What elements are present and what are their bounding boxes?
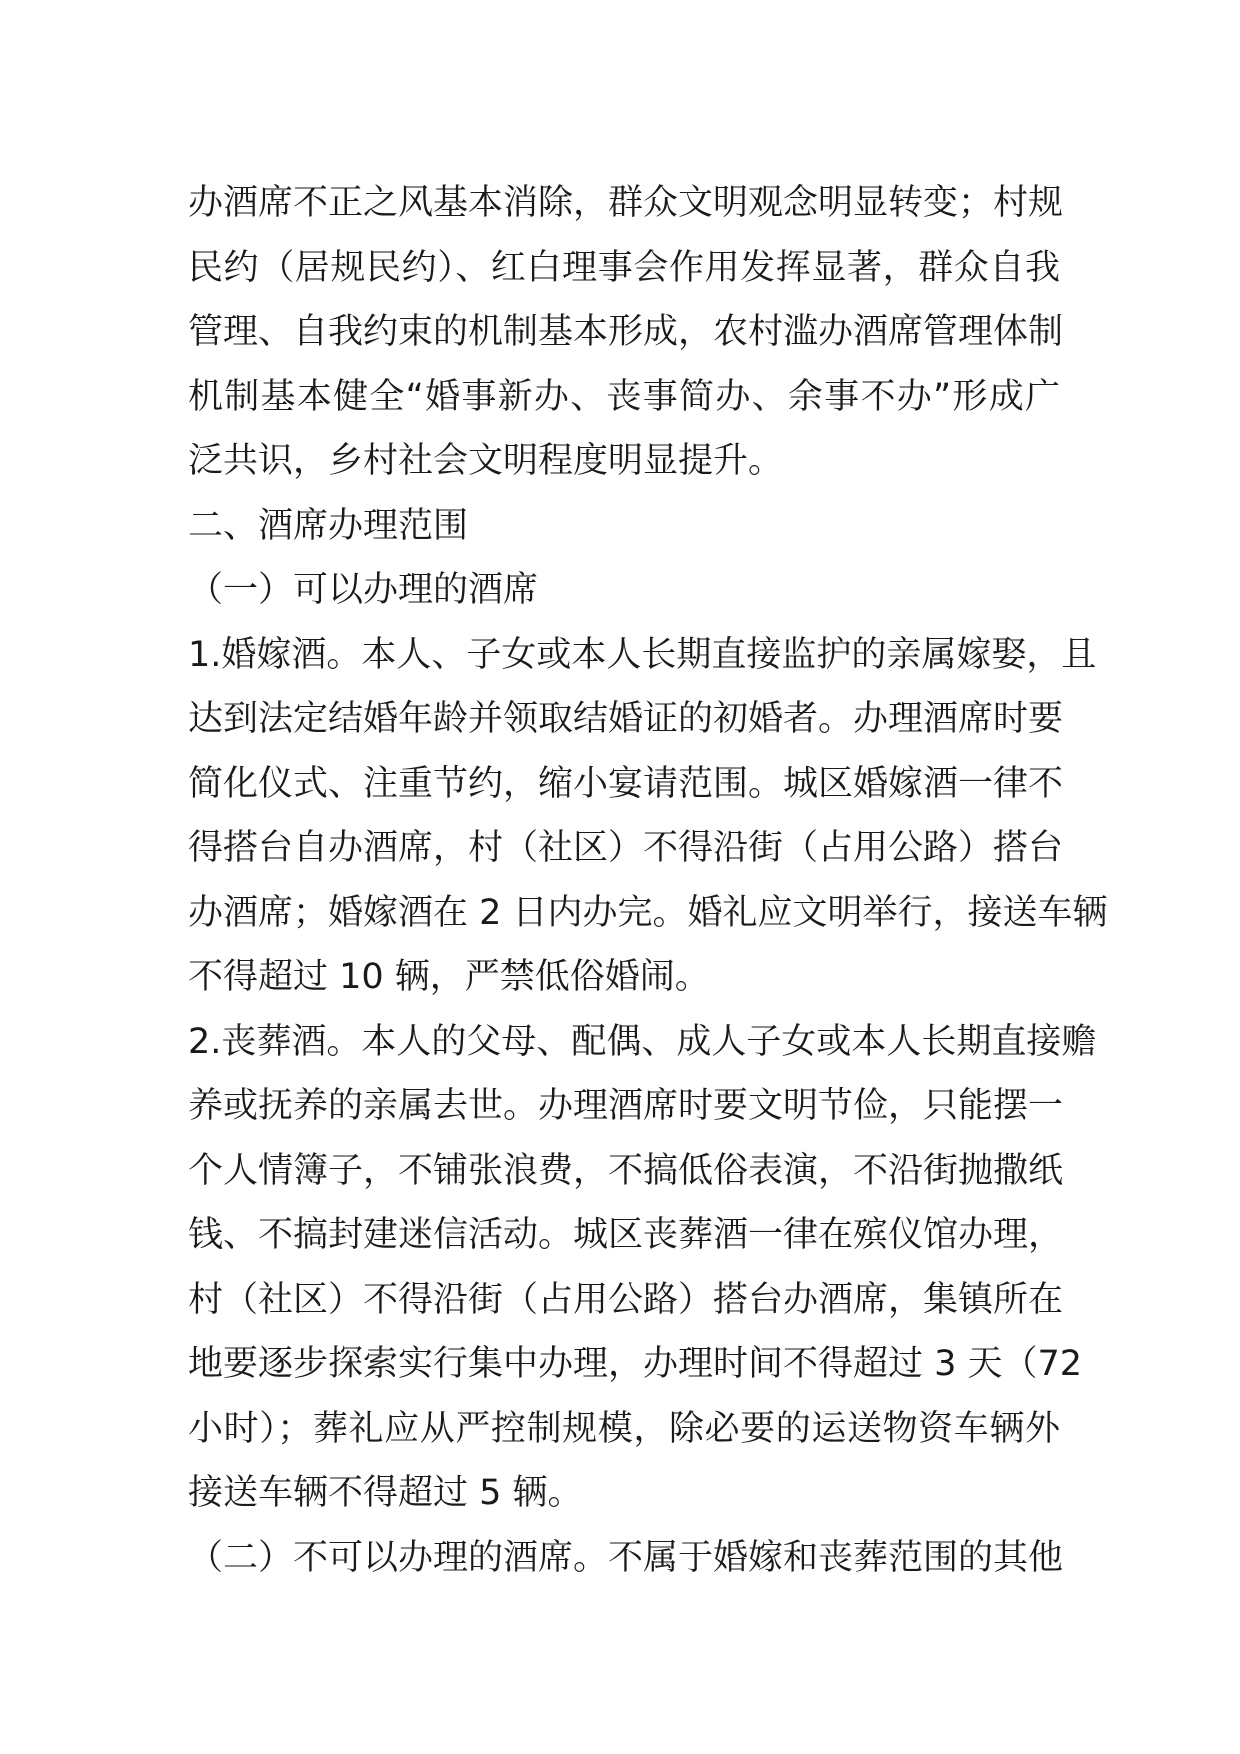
paragraph-line: 接送车辆不得超过 5 辆。 (188, 1473, 583, 1513)
paragraph-line: 得搭台自办酒席，村（社区）不得沿街（占用公路）搭台 (188, 828, 1064, 868)
paragraph-line: 村（社区）不得沿街（占用公路）搭台办酒席，集镇所在 (188, 1279, 1064, 1320)
paragraph-line: 泛共识，乡村社会文明程度明显提升。 (188, 441, 784, 481)
paragraph-line: 个人情簿子，不铺张浪费，不搞低俗表演，不沿街抛撒纸 (188, 1150, 1064, 1191)
section-heading: 二、酒席办理范围 (188, 505, 469, 546)
paragraph-line: 钱、不搞封建迷信活动。城区丧葬酒一律在殡仪馆办理， (188, 1215, 1064, 1255)
paragraph-line: 管理、自我约束的机制基本形成，农村滥办酒席管理体制 (188, 312, 1064, 352)
paragraph-line: 不得超过 10 辆，严禁低俗婚闹。 (188, 957, 710, 997)
paragraph-line: 地要逐步探索实行集中办理，办理时间不得超过 3 天（72 (188, 1344, 1083, 1384)
paragraph-line: 小时）；葬礼应从严控制规模，除必要的运送物资车辆外 (188, 1408, 1060, 1449)
paragraph-line: 民约（居规民约）、红白理事会作用发挥显著，群众自我 (188, 247, 1060, 288)
paragraph-line: 简化仪式、注重节约，缩小宴请范围。城区婚嫁酒一律不 (188, 763, 1064, 804)
document-body (188, 171, 1108, 1590)
paragraph-line: （二）不可以办理的酒席。不属于婚嫁和丧葬范围的其他 (188, 1537, 1064, 1578)
paragraph-line: 达到法定结婚年龄并领取结婚证的初婚者。办理酒席时要 (188, 699, 1064, 739)
paragraph-line: 养或抚养的亲属去世。办理酒席时要文明节俭，只能摆一 (188, 1086, 1064, 1126)
paragraph-line: 办酒席；婚嫁酒在 2 日内办完。婚礼应文明举行，接送车辆 (188, 892, 1108, 933)
paragraph-line: 1.婚嫁酒。本人、子女或本人长期直接监护的亲属嫁娶，且 (188, 634, 1097, 675)
paragraph-line: 办酒席不正之风基本消除，群众文明观念明显转变；村规 (188, 183, 1064, 223)
subsection-heading: （一）可以办理的酒席 (188, 570, 539, 610)
paragraph-line: 2.丧葬酒。本人的父母、配偶、成人子女或本人长期直接赡 (188, 1021, 1097, 1062)
paragraph-line: 机制基本健全“婚事新办、丧事简办、余事不办”形成广 (188, 376, 1060, 417)
